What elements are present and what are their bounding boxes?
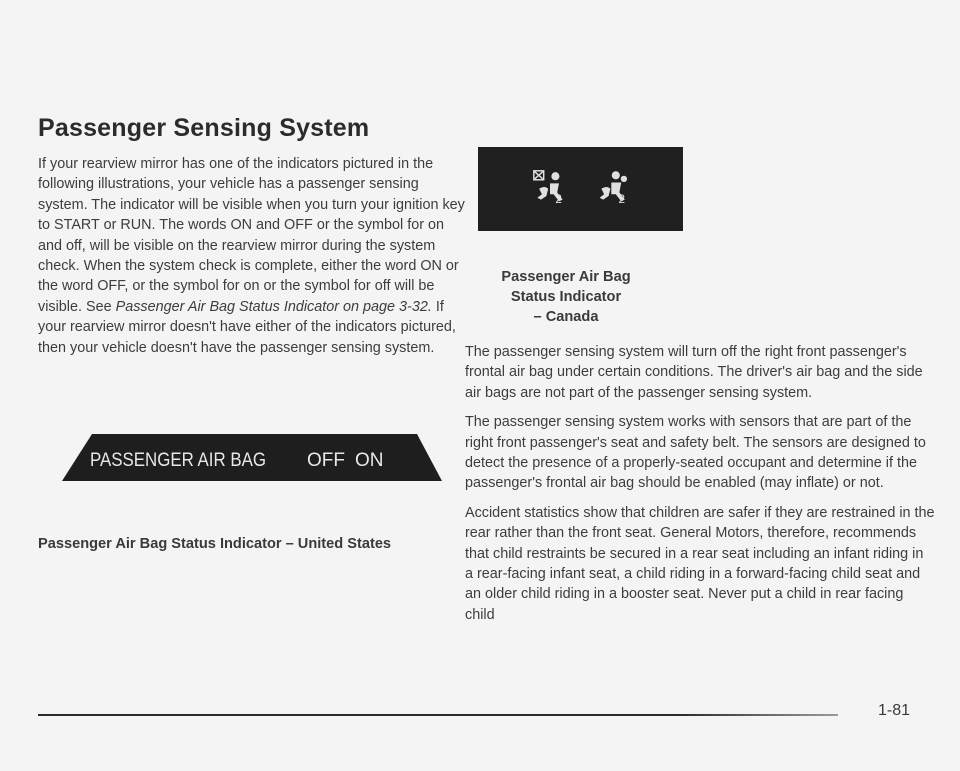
canada-caption-line-2: Status Indicator [510,289,622,305]
indicator-on-text: ON [355,450,384,471]
indicator-off-text: OFF [307,450,345,471]
body-paragraph: The passenger sensing system will turn off the right front passenger's frontal air bag under certain conditions. The driver's air bag and the side air bags are not part of the passenger sensing system. [465,344,923,401]
passenger-airbag-off-icon [532,169,568,205]
footer-rule [38,714,838,716]
canada-caption-line-1: Passenger Air Bag [501,269,631,285]
cross-reference: Passenger Air Bag Status Indicator on page 3-32. [115,298,432,315]
svg-text:2: 2 [555,193,562,205]
intro-text-start: If your rearview mirror has one of the indicators pictured in the following illustrations, your vehicle has a passenger sensing system. The indicator will be visible when you turn your ignition key to START or RUN. The words ON and OFF or the symbol for on and off, will be visible on the rearview mirror during the system check. When the system check is complete, either the word ON or the word OFF, or the symbol for on or the symbol for off will be visible. See [38,156,465,315]
intro-text-end: If your rearview mirror doesn't have either of the indicators pictured, then your vehicle doesn't have the passenger sensing system. [38,298,456,356]
us-status-indicator-illustration [62,433,442,493]
canada-indicator-caption [482,267,650,327]
us-indicator-caption: Passenger Air Bag Status Indicator – United States [38,536,392,552]
right-column-text [465,342,935,634]
canada-status-indicator-illustration [478,147,683,231]
body-paragraph: Accident statistics show that children are safer if they are restrained in the rear rather than the front seat. General Motors, therefore, recommends that child restraints be secured in a rear seat including an infant riding in a rear-facing infant seat, a child riding in a forward-facing child seat and an older child riding in a booster seat. Never put a child in rear facing child [465,504,935,623]
canada-caption-line-3: – Canada [533,309,599,325]
intro-paragraph [38,154,470,358]
page-number: 1-81 [878,702,911,719]
svg-text:2: 2 [618,193,626,205]
section-title: Passenger Sensing System [38,114,370,142]
body-paragraph: The passenger sensing system works with sensors that are part of the right front passenger's seat and safety belt. The sensors are designed to detect the presence of a properly-seated occupant and determine if the passenger's frontal air bag should be enabled (may inflate) or not. [465,414,926,492]
indicator-label: PASSENGER AIR BAG [90,450,266,471]
passenger-airbag-on-icon [596,169,632,205]
